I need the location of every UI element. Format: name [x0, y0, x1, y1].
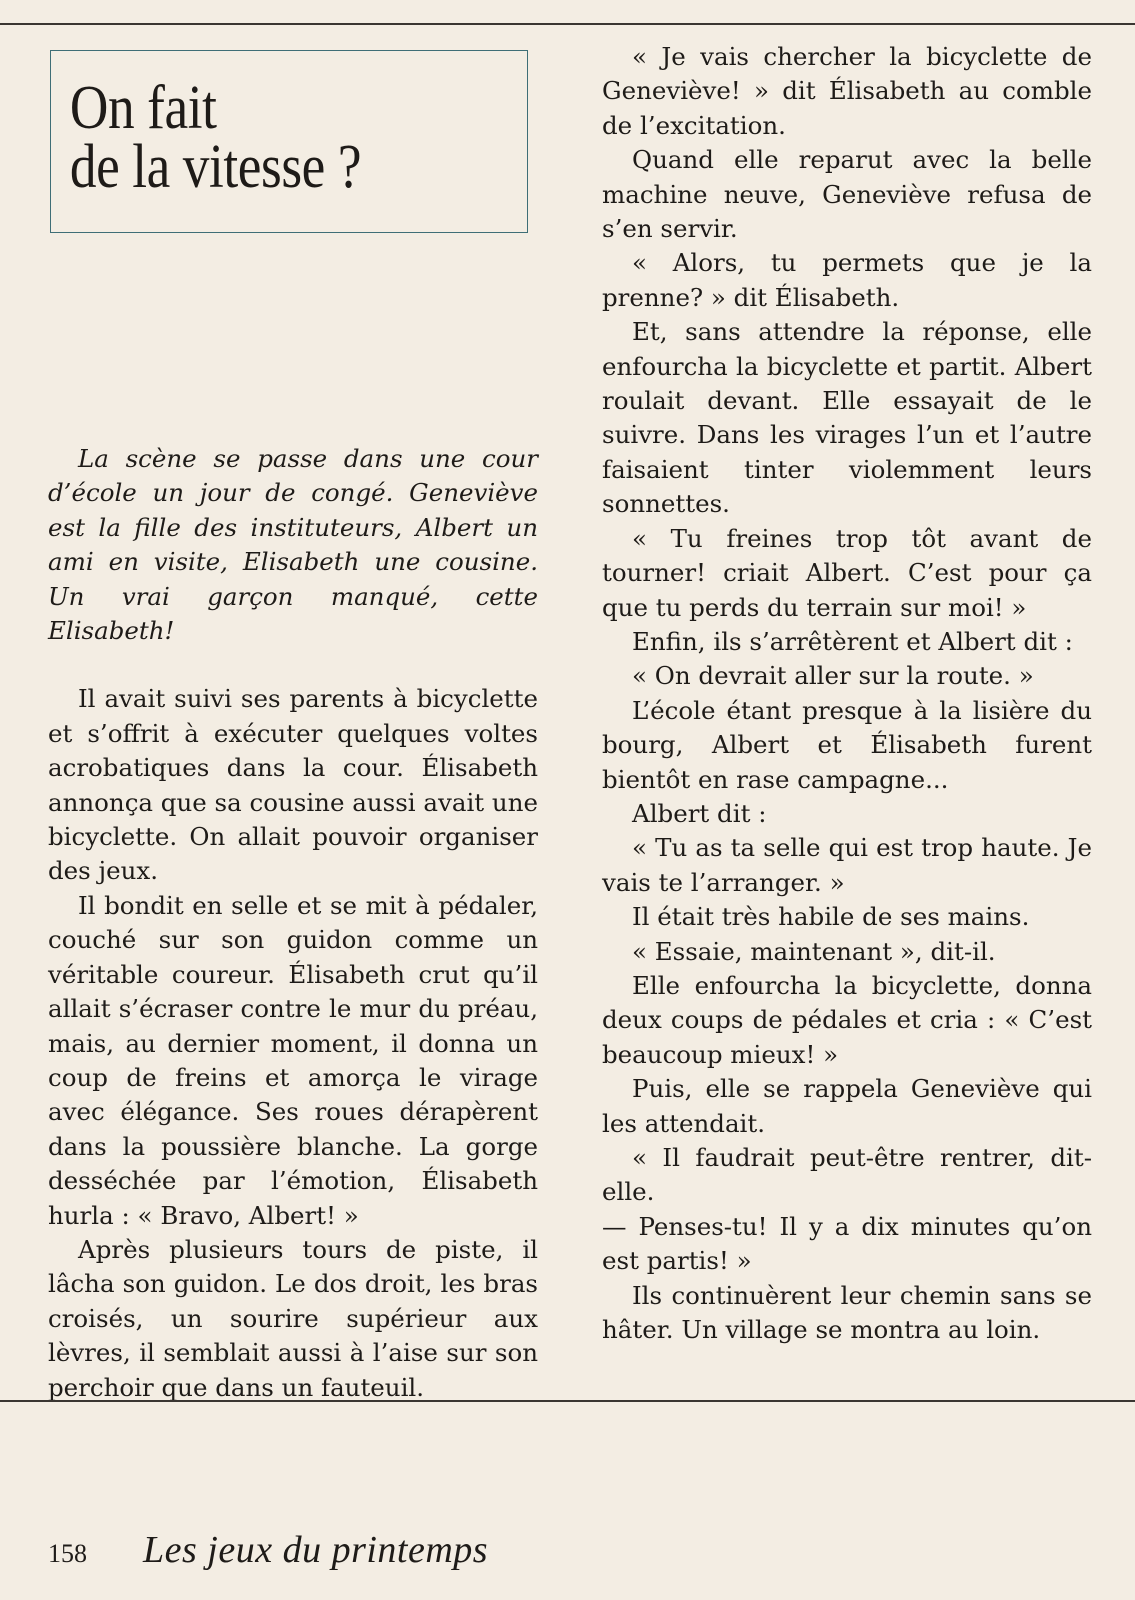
top-rule: [0, 23, 1135, 25]
right-column: [602, 40, 1092, 1347]
body-paragraph: « Il faudrait peut-être rentrer, dit-elle.: [602, 1143, 1092, 1207]
body-paragraph: L’école étant presque à la lisière du bourg, Albert et Élisabeth furent bientôt en rase campagne...: [602, 695, 1092, 794]
body-paragraph: Elle enfourcha la bicyclette, donna deux coups de pédales et cria : « C’est beaucoup mieux! »: [602, 970, 1092, 1069]
body-paragraph: Il bondit en selle et se mit à pédaler, couché sur son guidon comme un véritable coureur. Élisabeth crut qu’il allait s’écraser contre le mur du préau, mais, au dernier moment, il donna un coup de freins et amorça le virage avec élégance. Ses roues dérapèrent dans la poussière blanche. La gorge desséchée par l’émotion, Élisabeth hurla : « Bravo, Albert! »: [48, 890, 538, 1230]
article-title: On fait de la vitesse ?: [69, 74, 362, 201]
left-column: [48, 40, 538, 1405]
section-title: Les jeux du printemps: [143, 1529, 489, 1571]
body-paragraph: « Je vais chercher la bicyclette de Geneviève! » dit Élisabeth au comble de l’excitation.: [602, 42, 1092, 140]
body-paragraph: Après plusieurs tours de piste, il lâcha son guidon. Le dos droit, les bras croisés, un sourire supérieur aux lèvres, il semblait aussi à l’aise sur son perchoir que dans un fauteuil.: [48, 1234, 538, 1402]
body-paragraph: « Tu as ta selle qui est trop haute. Je vais te l’arranger. »: [602, 833, 1092, 897]
title-box: [50, 50, 528, 233]
body-paragraph: Et, sans attendre la réponse, elle enfourcha la bicyclette et partit. Albert roulait devant. Elle essayait de le suivre. Dans les virages l’un et l’autre faisaient tinter violemment leurs sonnettes.: [602, 317, 1092, 519]
body-paragraph: Puis, elle se rappela Geneviève qui les attendait.: [602, 1074, 1092, 1138]
body-paragraph: Quand elle reparut avec la belle machine neuve, Geneviève refusa de s’en servir.: [602, 145, 1092, 244]
body-paragraph: « Alors, tu permets que je la prenne? » dit Élisabeth.: [602, 248, 1092, 312]
body-paragraph: Ils continuèrent leur chemin sans se hâter. Un village se montra au loin.: [602, 1280, 1092, 1345]
body-paragraph: Albert dit :: [632, 798, 767, 828]
body-paragraph: — Penses-tu! Il y a dix minutes qu’on est partis! »: [602, 1211, 1092, 1276]
intro-paragraph: La scène se passe dans une cour d’école un jour de congé. Geneviève est la fille des instituteurs, Albert un ami en visite, Elisabeth une cousine. Un vrai garçon manqué, cette Elisabeth!: [48, 444, 538, 646]
title-spacer: [48, 233, 538, 442]
page-footer: [48, 1528, 488, 1572]
body-paragraph: « On devrait aller sur la route. »: [632, 661, 1034, 691]
body-paragraph: Il avait suivi ses parents à bicyclette et s’offrit à exécuter quelques voltes acrobatiques dans la cour. Élisabeth annonça que sa cousine aussi avait une bicyclette. On allait pouvoir organiser des jeux.: [48, 684, 538, 886]
body-paragraph: « Tu freines trop tôt avant de tourner! criait Albert. C’est pour ça que tu perds du terrain sur moi! »: [602, 523, 1092, 622]
page-number: 158: [48, 1539, 87, 1568]
body-paragraph: Il était très habile de ses mains.: [632, 902, 1030, 932]
body-paragraph: Enfin, ils s’arrêtèrent et Albert dit :: [632, 626, 1073, 656]
body-paragraph: « Essaie, maintenant », dit-il.: [632, 936, 996, 966]
bottom-rule: [0, 1400, 1135, 1402]
